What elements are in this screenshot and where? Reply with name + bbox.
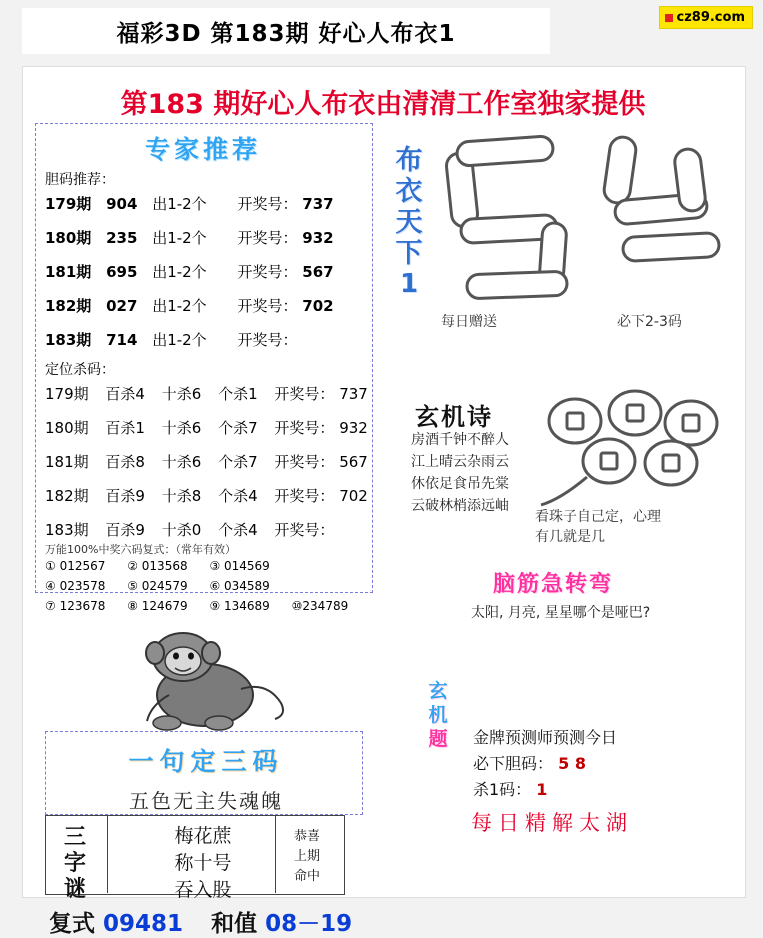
buyi-vertical-title — [387, 145, 431, 300]
riddle-line: 称十号 — [174, 852, 232, 874]
dan-rule: 出1-2个 — [152, 297, 207, 315]
gold-line3 — [473, 777, 617, 803]
buyi-char: 布 — [395, 145, 423, 176]
wanneng-code: ⑨ 134689 — [209, 599, 270, 613]
dan-kj: 737 — [302, 195, 334, 213]
buyi-char: 下 — [395, 238, 423, 269]
kill-bai: 百杀9 — [105, 521, 145, 539]
kill-period: 180期 — [45, 419, 89, 437]
buyi-char: 天 — [395, 207, 423, 238]
headline — [33, 81, 733, 121]
sanzi-divider-1 — [107, 815, 108, 893]
naojin-title: 脑筋急转弯 — [493, 572, 614, 597]
xuanji-ti-vertical-title — [423, 679, 453, 751]
kill-shi: 十杀6 — [161, 419, 202, 437]
hezhi-label: 和值 — [211, 911, 258, 937]
yiju-sub: 五色无主失魂魄 — [129, 789, 283, 813]
logo-dot-icon — [665, 14, 673, 22]
kill-kj: 932 — [339, 419, 368, 437]
kill-kj-label: 开奖号： — [274, 453, 335, 471]
kill-kj-label: 开奖号： — [274, 419, 335, 437]
kill-ge: 个杀7 — [218, 453, 258, 471]
dan-code: 695 — [106, 263, 138, 281]
dan-row — [45, 261, 334, 282]
daily-taihu: 每日精解太湖 — [471, 811, 633, 835]
bottom-summary — [49, 905, 352, 938]
buyi-right-caption: 必下2-3码 — [617, 314, 682, 330]
riddle-line: 梅花蔗 — [174, 825, 232, 847]
wanneng-code: ⑦ 123678 — [45, 599, 106, 613]
dan-kj-label: 开奖号： — [237, 331, 298, 349]
page-title: 福彩3D 第183期 好心人布衣1 — [116, 20, 456, 47]
kill-shi: 十杀8 — [161, 487, 202, 505]
dan-row — [45, 193, 334, 214]
dan-label: 胆码推荐： — [45, 172, 115, 188]
kill-bai: 百杀1 — [105, 419, 145, 437]
kill-ge: 个杀4 — [218, 487, 258, 505]
kill-kj: 702 — [339, 487, 368, 505]
dan-rule: 出1-2个 — [152, 331, 207, 349]
gold-line3-value: 1 — [536, 780, 548, 799]
dan-kj: 702 — [302, 297, 334, 315]
expert-title — [83, 131, 323, 165]
headline-text: 第183 期好心人布衣由清清工作室独家提供 — [120, 88, 646, 120]
kill-bai: 百杀8 — [105, 453, 145, 471]
monkey-drawing — [109, 623, 309, 733]
dan-period: 180期 — [45, 229, 92, 247]
wanneng-code: ③ 014569 — [209, 559, 270, 573]
xuanji-shi-poem — [411, 429, 509, 517]
kill-period: 182期 — [45, 487, 89, 505]
xjt-char: 机 — [428, 704, 448, 726]
poem-line: 房酒千钟不醉人 — [411, 432, 509, 448]
wanneng-code: ① 012567 — [45, 559, 106, 573]
hezhi-value: 08－19 — [265, 911, 353, 937]
dan-period: 179期 — [45, 195, 92, 213]
xjt-char: 题 — [428, 728, 448, 750]
wanneng-note: 万能100%中奖六码复式：（常年有效） — [45, 543, 236, 556]
gold-line2-value: 5 8 — [558, 754, 586, 773]
gold-line2-label: 必下胆码： — [473, 754, 554, 773]
dan-row — [45, 295, 334, 316]
gongxi-line: 恭喜 — [293, 829, 320, 844]
dan-kj: 932 — [302, 229, 334, 247]
wanneng-code: ⑤ 024579 — [127, 579, 188, 593]
dan-period: 183期 — [45, 331, 92, 349]
logo-text: cz89.com — [676, 10, 745, 25]
kill-shi: 十杀0 — [161, 521, 202, 539]
expert-title-text: 专家推荐 — [144, 135, 261, 164]
dan-code: 235 — [106, 229, 138, 247]
coins-caption-line: 有几就是几 — [535, 529, 605, 545]
kill-kj-label: 开奖号： — [274, 385, 335, 403]
kill-shi: 十杀6 — [161, 453, 202, 471]
kill-bai: 百杀9 — [105, 487, 145, 505]
kill-ge: 个杀1 — [218, 385, 258, 403]
kill-label: 定位杀码： — [45, 362, 115, 378]
gongxi-note — [285, 827, 329, 887]
fushi-value: 09481 — [103, 911, 184, 937]
gold-line1: 金牌预测师预测今日 — [473, 728, 618, 747]
wanneng-code: ⑥ 034589 — [209, 579, 270, 593]
dan-rule: 出1-2个 — [152, 263, 207, 281]
dan-kj-label: 开奖号： — [237, 195, 298, 213]
dan-period: 182期 — [45, 297, 92, 315]
kill-kj: 567 — [339, 453, 368, 471]
dan-row — [45, 227, 334, 248]
kill-kj: 737 — [339, 385, 368, 403]
dan-period: 181期 — [45, 263, 92, 281]
poem-line: 江上晴云杂雨云 — [411, 454, 509, 470]
kill-period: 183期 — [45, 521, 89, 539]
kill-row — [45, 451, 368, 472]
wanneng-code: ⑩234789 — [291, 599, 349, 613]
buyi-number: 1 — [399, 269, 419, 299]
fushi-label: 复式 — [49, 911, 95, 937]
wanneng-code: ④ 023578 — [45, 579, 106, 593]
wanneng-code: ② 013568 — [127, 559, 188, 573]
coins-drawing — [531, 387, 731, 517]
buyi-left-caption: 每日赠送 — [441, 314, 497, 330]
kill-ge: 个杀7 — [218, 419, 258, 437]
wanneng-row — [45, 579, 288, 593]
kill-row — [45, 383, 368, 404]
sanzi-char: 谜 — [63, 877, 86, 902]
page-title-bar — [22, 8, 550, 54]
wanneng-row — [45, 599, 366, 613]
kill-row — [45, 485, 368, 506]
wanneng-row — [45, 559, 288, 573]
kill-kj-label: 开奖号： — [274, 487, 335, 505]
kill-shi: 十杀6 — [161, 385, 202, 403]
kill-bai: 百杀4 — [105, 385, 145, 403]
dan-kj: 567 — [302, 263, 334, 281]
dan-code: 904 — [106, 195, 138, 213]
naojin-question: 太阳, 月亮, 星星哪个是哑巴? — [471, 605, 651, 621]
wanneng-code: ⑧ 124679 — [127, 599, 188, 613]
kill-row — [45, 519, 334, 540]
kill-period: 181期 — [45, 453, 89, 471]
kill-ge: 个杀4 — [218, 521, 258, 539]
dan-code: 714 — [106, 331, 138, 349]
poster-sheet — [22, 66, 746, 937]
dan-row — [45, 329, 297, 350]
gongxi-line: 命中 — [293, 869, 320, 884]
riddle-line: 吞入股 — [174, 879, 232, 901]
poem-line: 云破林梢添远岫 — [411, 498, 509, 514]
kill-period: 179期 — [45, 385, 89, 403]
sanzi-riddle — [133, 823, 273, 904]
coins-caption-line: 看珠子自己定，心理 — [535, 509, 661, 525]
site-logo — [659, 6, 754, 29]
xuanji-shi-title: 玄机诗 — [415, 403, 493, 431]
coins-caption — [535, 507, 661, 547]
dan-kj-label: 开奖号： — [237, 297, 298, 315]
yiju-title: 一句定三码 — [128, 747, 284, 776]
kill-kj-label: 开奖号： — [274, 521, 335, 539]
poem-line: 休依足食吊先棠 — [411, 476, 509, 492]
gold-line3-label: 杀1码： — [473, 780, 532, 799]
dan-kj-label: 开奖号： — [237, 263, 298, 281]
kill-row — [45, 417, 368, 438]
dan-code: 027 — [106, 297, 138, 315]
xjt-char: 玄 — [428, 680, 448, 702]
gold-line2 — [473, 751, 617, 777]
sanzi-title — [49, 825, 101, 903]
sanzi-divider-2 — [275, 815, 276, 893]
sanzi-char: 三 — [63, 825, 86, 850]
dan-rule: 出1-2个 — [152, 229, 207, 247]
dan-kj-label: 开奖号： — [237, 229, 298, 247]
gongxi-line: 上期 — [293, 849, 320, 864]
buyi-char: 衣 — [395, 176, 423, 207]
lucky-number-sketch — [437, 131, 727, 311]
dan-rule: 出1-2个 — [152, 195, 207, 213]
gold-prediction — [473, 725, 617, 803]
sanzi-char: 字 — [63, 851, 86, 876]
